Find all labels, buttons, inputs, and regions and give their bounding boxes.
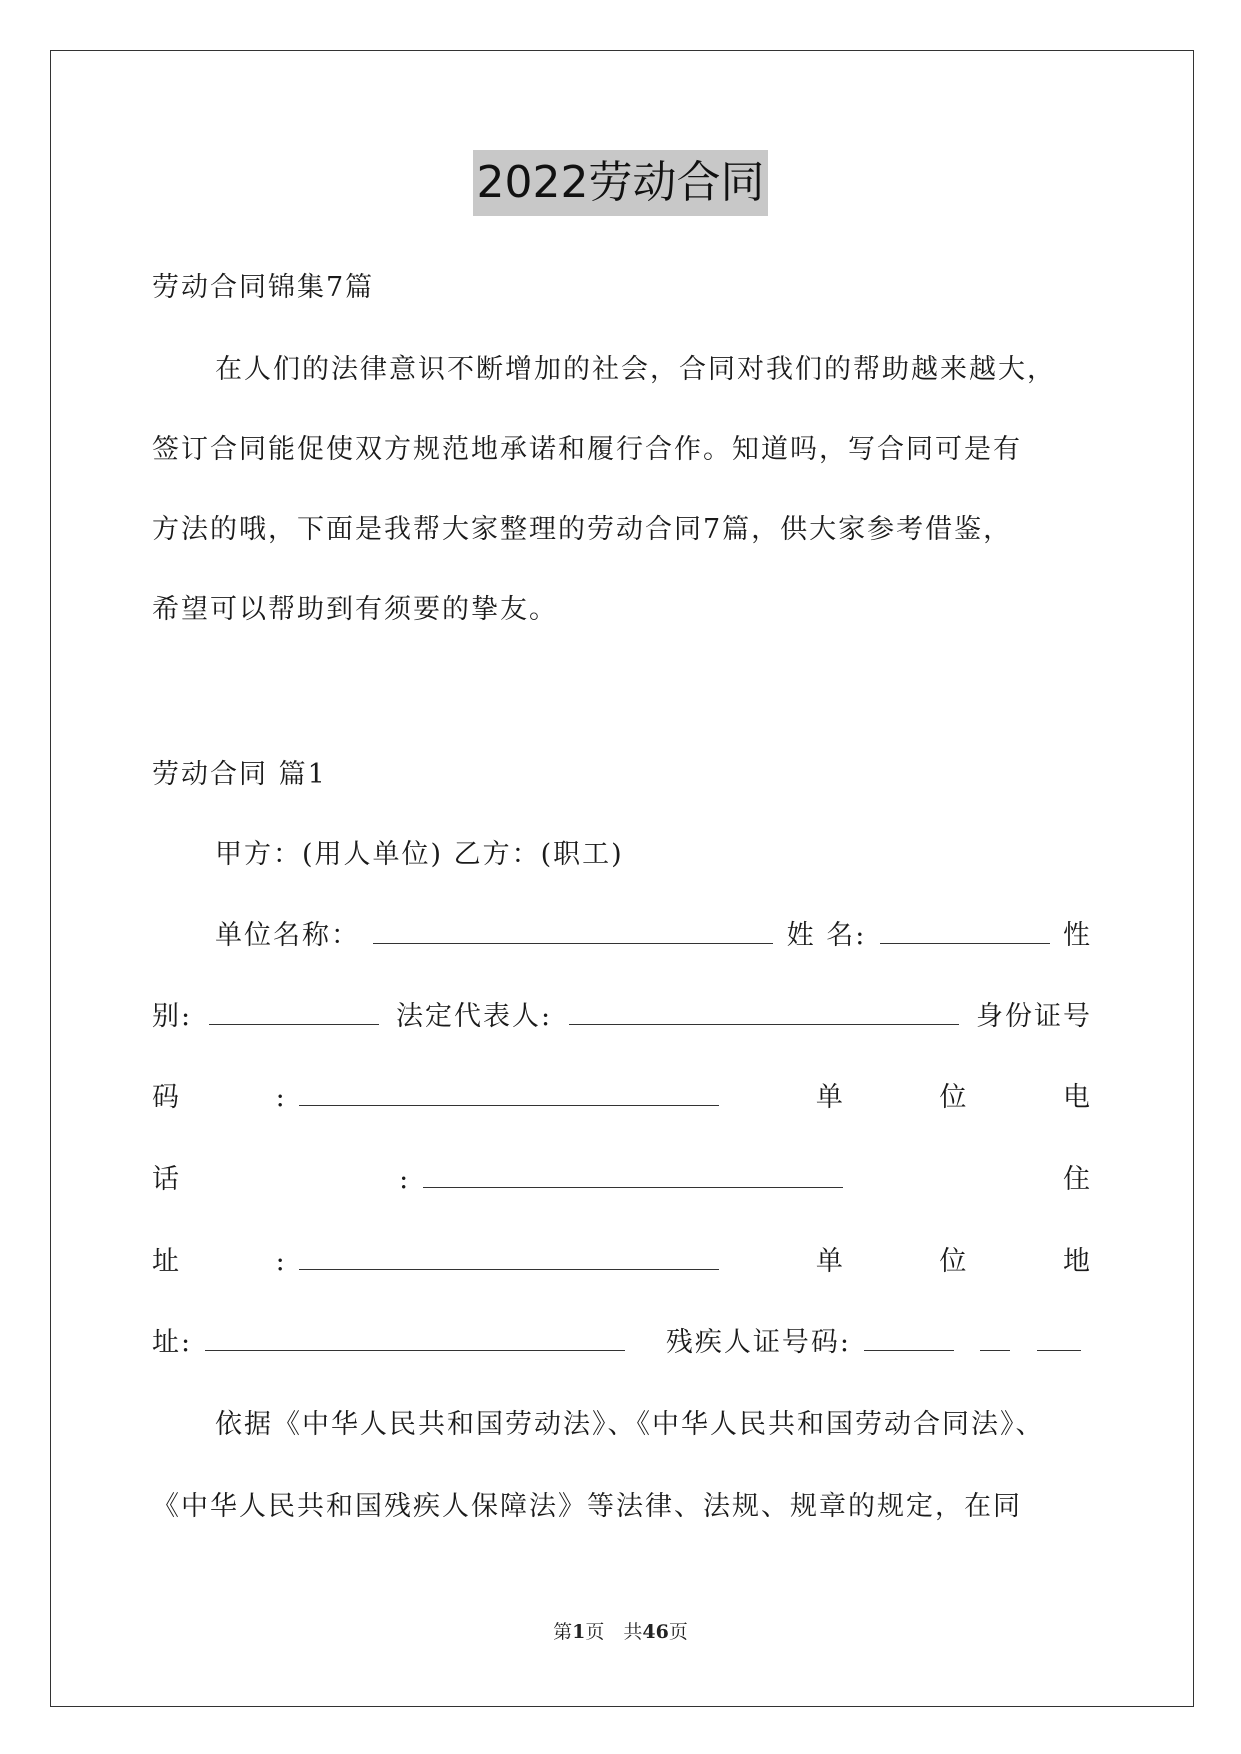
gender-label-part2: 别: <box>152 1001 193 1032</box>
disability-blank-3 <box>1037 1324 1081 1351</box>
footer-page-prefix: 第 <box>553 1621 573 1643</box>
unit-phone-char-2: 位 <box>939 1082 969 1113</box>
form-row-id-number <box>152 1078 1092 1118</box>
gender-blank <box>209 998 379 1025</box>
form-row-legal-rep <box>152 997 1092 1037</box>
id-label-part2: 码 <box>152 1082 181 1113</box>
footer-page-mid: 页 共 <box>585 1621 643 1643</box>
unit-address-char-1: 单 <box>815 1246 845 1277</box>
phone-colon: : <box>399 1164 411 1195</box>
unit-name-blank <box>373 917 773 944</box>
intro-line-1: 在人们的法律意识不断增加的社会，合同对我们的帮助越来越大， <box>215 354 1056 385</box>
parties-line: 甲方：(用人单位) 乙方：(职工) <box>215 839 624 870</box>
footer-page-current: 1 <box>572 1621 586 1643</box>
phone-blank <box>423 1161 843 1188</box>
unit-address-char-2: 位 <box>939 1246 969 1277</box>
phone-label-part2: 话 <box>152 1164 181 1195</box>
unit-phone-char-1: 单 <box>815 1082 845 1113</box>
id-label-part1: 身份证号 <box>975 1001 1092 1032</box>
disability-label: 残疾人证号码: <box>665 1327 851 1358</box>
form-row-address <box>152 1242 1092 1282</box>
document-title: 2022劳动合同 <box>473 150 769 216</box>
address-char: 住 <box>1062 1164 1092 1195</box>
legal-rep-blank <box>569 998 959 1025</box>
unit-address-blank <box>205 1324 625 1351</box>
footer-page-total: 46 <box>642 1621 669 1643</box>
unit-address-label-part2: 址: <box>152 1327 193 1358</box>
basis-line-2: 《中华人民共和国残疾人保障法》等法律、法规、规章的规定，在同 <box>152 1491 1022 1522</box>
name-blank <box>880 917 1050 944</box>
section1-heading: 劳动合同 篇1 <box>152 759 327 790</box>
address-colon: : <box>275 1246 287 1277</box>
form-row-unit-name <box>215 916 1092 956</box>
title-container <box>0 150 1241 216</box>
unit-address-char-3: 地 <box>1062 1246 1092 1277</box>
address-field <box>276 1242 722 1282</box>
intro-line-3: 方法的哦，下面是我帮大家整理的劳动合同7篇，供大家参考借鉴， <box>152 514 1013 545</box>
intro-line-2: 签订合同能促使双方规范地承诺和履行合作。知道吗，写合同可是有 <box>152 434 1022 465</box>
basis-line-1: 依据《中华人民共和国劳动法》、《中华人民共和国劳动合同法》、 <box>215 1409 1045 1440</box>
gender-label-part1: 性 <box>1063 920 1092 951</box>
collection-heading: 劳动合同锦集7篇 <box>152 272 375 303</box>
form-row-phone <box>152 1160 1092 1200</box>
footer-page-suffix: 页 <box>668 1621 688 1643</box>
page-footer <box>0 1618 1241 1646</box>
disability-blank-1 <box>864 1324 954 1351</box>
id-colon: : <box>275 1082 287 1113</box>
unit-phone-char-3: 电 <box>1062 1082 1092 1113</box>
id-field <box>276 1078 722 1118</box>
unit-name-label: 单位名称： <box>215 920 360 951</box>
form-row-unit-address <box>152 1323 1092 1363</box>
disability-blank-2 <box>980 1324 1010 1351</box>
address-label-part2: 址 <box>152 1246 181 1277</box>
legal-rep-label: 法定代表人: <box>395 1001 553 1032</box>
id-blank <box>299 1079 719 1106</box>
phone-field <box>399 1160 845 1200</box>
intro-line-4: 希望可以帮助到有须要的挚友。 <box>152 594 558 625</box>
name-label: 姓 名: <box>786 920 867 951</box>
address-blank <box>299 1243 719 1270</box>
